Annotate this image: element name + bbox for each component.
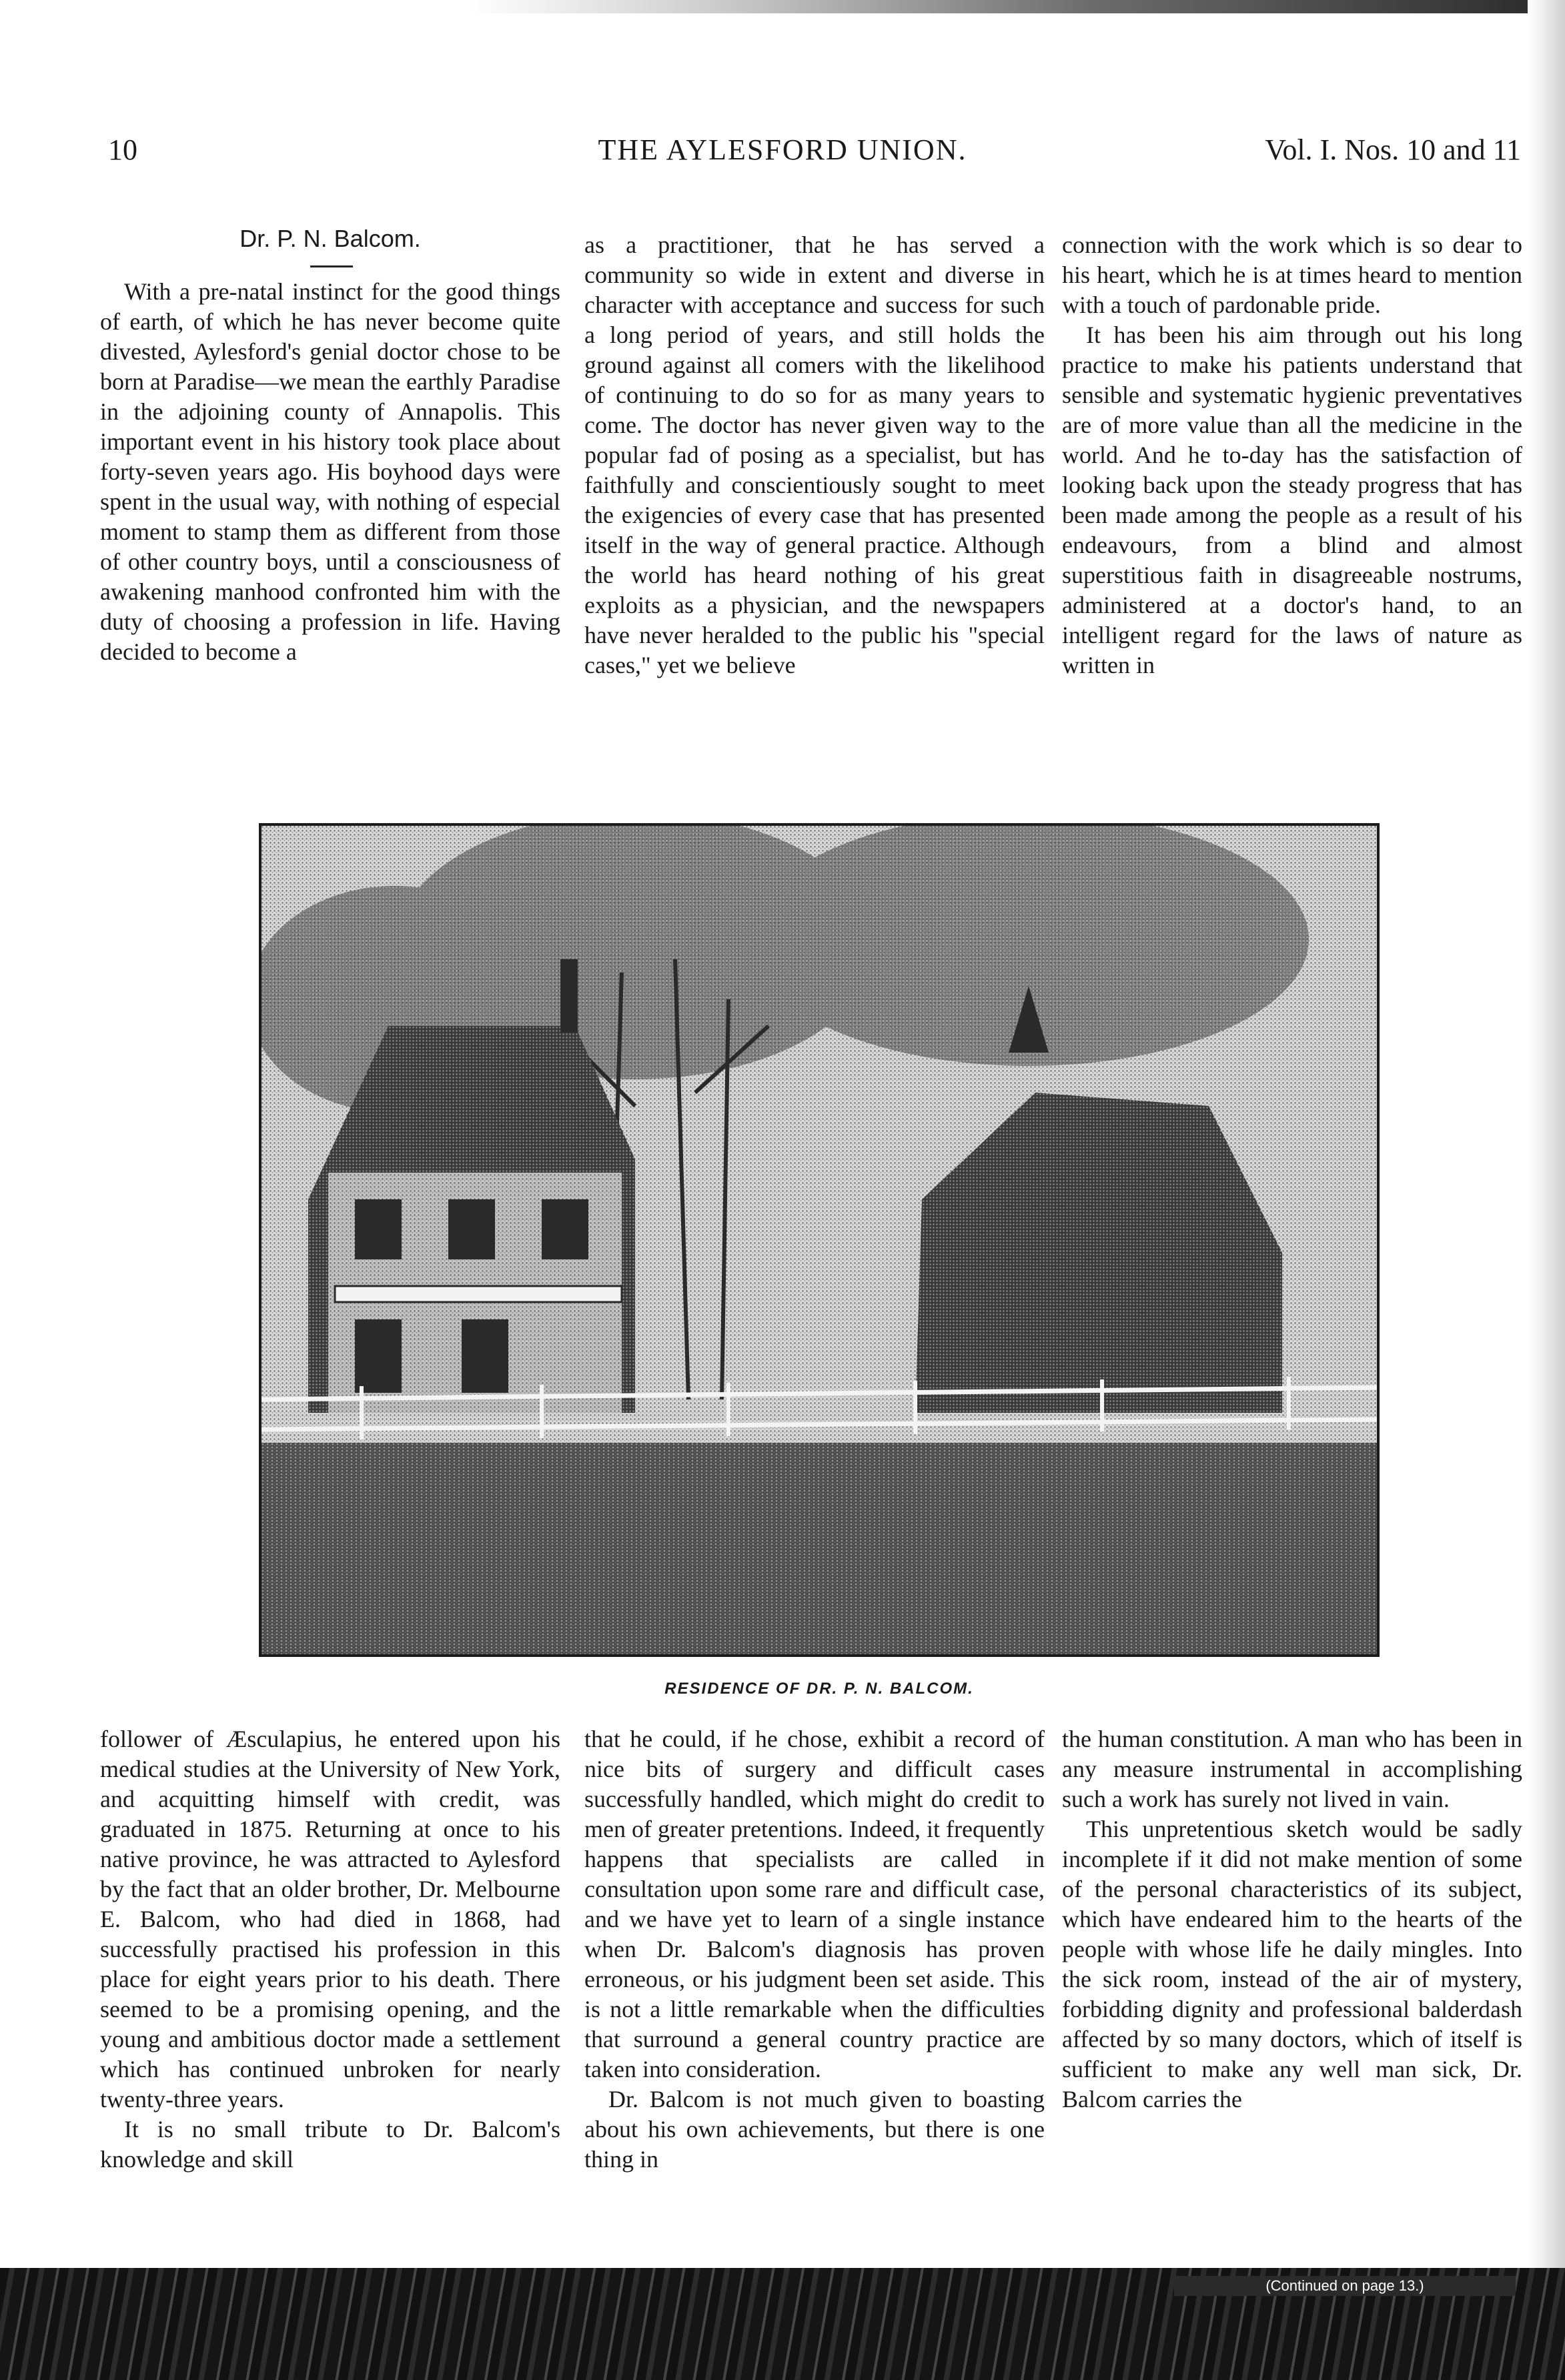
title-rule (310, 265, 353, 267)
paragraph: as a practitioner, that he has served a community so wide in extent and diverse in character with acceptance and success for such a long period of years, and still holds the ground against all comers with the likelihood of continuing to do so for as many years to come. The doctor has never given way to the popular fad of posing as a specialist, but has faithfully and conscientiously sought to meet the exigencies of every case that has presented itself in the way of general practice. Although the world has heard nothing of his great exploits as a physician, and the newspapers have never heralded to the public his "special cases," yet we believe (584, 231, 1045, 678)
paragraph: This unpretentious sketch would be sadly incomplete if it did not make mention of some of the personal characteristics of its subject, which have endeared him to the hearts of the people with whose life he daily mingles. Into the sick room, instead of the air of mystery, forbidding dignity and professional balderdash affected by so many doctors, which of itself is sufficient to make any well man sick, Dr. Balcom carries the (1062, 1816, 1522, 2113)
paragraph: the human constitution. A man who has been in any measure instrumental in accomplishing such a work has surely not lived in vain. (1062, 1726, 1522, 1812)
volume-info: Vol. I. Nos. 10 and 11 (1265, 133, 1521, 166)
page-number: 10 (108, 133, 137, 166)
column-2-bottom (584, 1724, 1045, 2265)
paragraph: Dr. Balcom is not much given to boasting about his own achievements, but there is one thing in (584, 2086, 1045, 2173)
paragraph: With a pre-natal instinct for the good things of earth, of which he has never become quite divested, Aylesford's genial doctor chose to be born at Paradise—we mean the earthly Paradise in the adjoining county of Annapolis. This important event in his history took place about forty-seven years ago. His boyhood days were spent in the usual way, with nothing of especial moment to stamp them as different from those of other country boys, until a consciousness of awakening manhood confronted him with the duty of choosing a profession in life. Having decided to become a (100, 278, 560, 665)
column-1-bottom (100, 1724, 560, 2265)
continued-note: (Continued on page 13.) (1174, 2276, 1516, 2296)
scan-edge-top (0, 0, 1565, 13)
paragraph: connection with the work which is so dear to his heart, which he is at times heard to mention with a touch of pardonable pride. (1062, 231, 1522, 318)
publication-title: THE AYLESFORD UNION. (598, 133, 967, 166)
paragraph: that he could, if he chose, exhibit a record of nice bits of surgery and difficult cases successfully handled, which might do credit to men of greater pretentions. Indeed, it frequently happens that specialists are called in consultation upon some rare and difficult case, and we have yet to learn of a single instance when Dr. Balcom's diagnosis has proven erroneous, or his judgment been set aside. This is not a little remarkable when the difficulties that surround a general country practice are taken into consideration. (584, 1726, 1045, 2082)
column-2-top (584, 230, 1045, 810)
column-1-top (100, 277, 560, 810)
column-3-top (1062, 230, 1522, 810)
lawn (262, 1443, 1377, 1654)
paragraph: It has been his aim through out his long practice to make his patients understand that sensible and systematic hygienic preventatives are of more value than all the medicine in the world. And he to-day has the satisfaction of looking back upon the steady progress that has been made among the people as a result of his endeavours, from a blind and almost superstitious faith in disagreeable nostrums, administered at a doctor's hand, to an intelligent regard for the laws of nature as written in (1062, 322, 1522, 678)
residence-illustration (259, 823, 1380, 1657)
image-caption: RESIDENCE OF DR. P. N. BALCOM. (664, 1680, 974, 1698)
article-title: Dr. P. N. Balcom. (239, 225, 421, 252)
column-3-bottom (1062, 1724, 1522, 2238)
scan-edge-right (1528, 0, 1565, 2380)
residence-engraving (262, 826, 1377, 1654)
paragraph: follower of Æsculapius, he entered upon his medical studies at the University of New York, and acquitting himself with credit, was graduated in 1875. Returning at once to his native province, he was attracted to Aylesford by the fact that an older brother, Dr. Melbourne E. Balcom, who had died in 1868, had successfully practised his profession in this place for eight years prior to his death. There seemed to be a promising opening, and the young and ambitious doctor made a settlement which has continued unbroken for nearly twenty-three years. (100, 1726, 560, 2113)
paragraph: It is no small tribute to Dr. Balcom's knowledge and skill (100, 2116, 560, 2173)
